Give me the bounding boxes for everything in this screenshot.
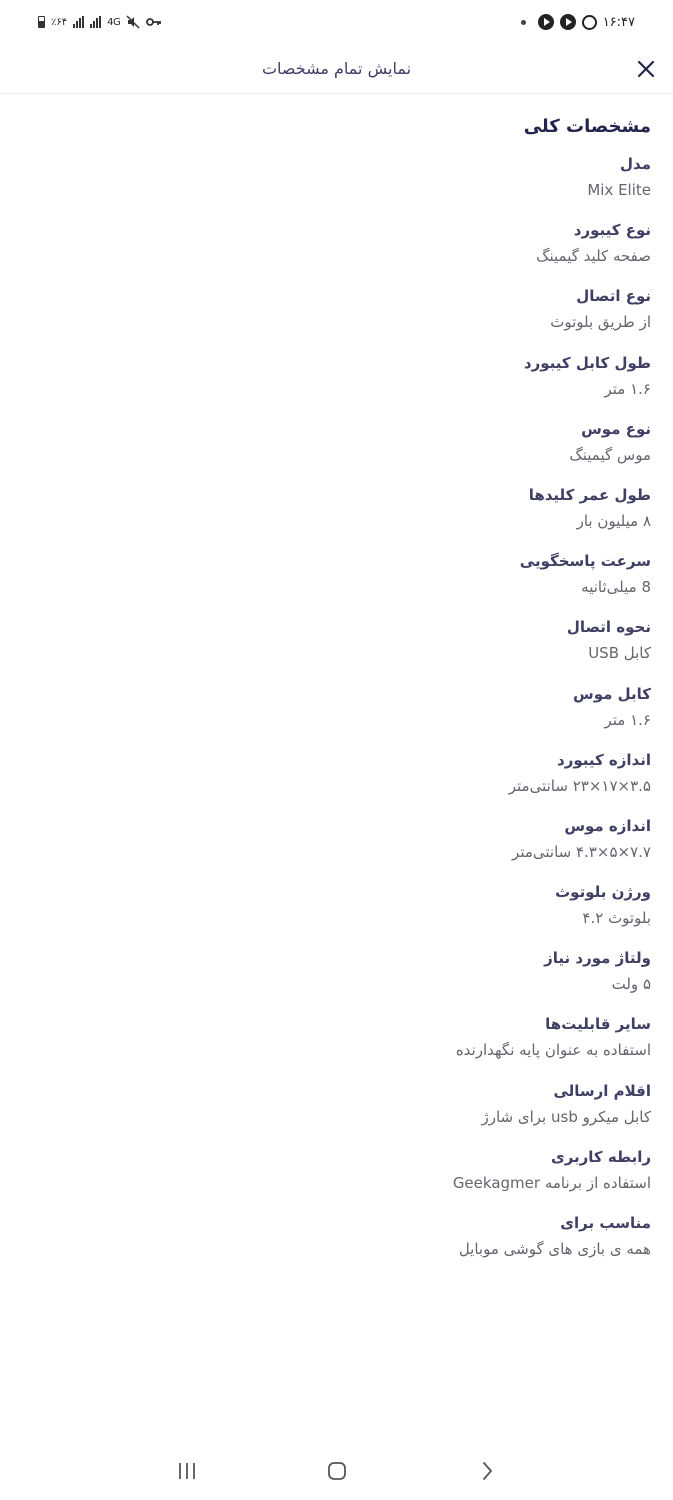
network-type: 4G xyxy=(107,16,121,28)
key-icon xyxy=(146,16,162,28)
spec-item xyxy=(22,945,651,1011)
spec-item xyxy=(22,614,651,680)
spec-label: اندازه کیبورد xyxy=(557,750,651,769)
spec-label: سرعت پاسخگویی xyxy=(519,552,651,571)
spec-value: Mix Elite xyxy=(587,181,651,199)
spec-label: مناسب برای xyxy=(560,1214,651,1232)
spec-item xyxy=(22,879,651,945)
spec-value: استفاده از برنامه Geekagmer xyxy=(452,1173,651,1192)
spec-item xyxy=(22,681,651,747)
sync-icon xyxy=(582,15,597,30)
section-title: مشخصات کلی xyxy=(523,116,651,137)
spec-value: ۳.۵×۱۷×۲۳ سانتی‌متر xyxy=(508,776,651,795)
header xyxy=(0,44,673,94)
spec-label: رابطه کاربری xyxy=(550,1147,651,1166)
spec-label: ورژن بلوتوث xyxy=(555,883,651,902)
spec-label: نوع کیبورد xyxy=(573,221,651,240)
spec-label: نوع موس xyxy=(581,419,651,438)
specs-content xyxy=(0,94,673,1276)
spec-item xyxy=(22,747,651,813)
page-title: نمایش تمام مشخصات xyxy=(261,59,412,78)
spec-label: اندازه موس xyxy=(564,816,651,835)
close-icon xyxy=(637,60,655,78)
spec-item xyxy=(22,1144,651,1210)
battery-level: ٪۶۴ xyxy=(51,16,68,28)
spec-value: 8 میلی‌ثانیه xyxy=(581,578,651,597)
spec-label: سایر قابلیت‌ها xyxy=(545,1015,651,1034)
spec-item xyxy=(22,548,651,614)
spec-label: مدل xyxy=(620,155,651,173)
spec-value: از طریق بلوتوث xyxy=(550,313,651,332)
close-button[interactable] xyxy=(633,56,659,82)
spec-item xyxy=(22,813,651,879)
home-icon xyxy=(327,1461,347,1481)
spec-value: کابل میکرو usb برای شارژ xyxy=(481,1107,651,1126)
battery-icon xyxy=(38,16,45,28)
status-left xyxy=(38,15,162,29)
mute-icon xyxy=(126,15,140,29)
status-right xyxy=(521,14,635,30)
spec-item xyxy=(22,350,651,416)
spec-label: نوع اتصال xyxy=(576,287,651,306)
spec-value: ۱.۶ متر xyxy=(604,710,651,729)
spec-label: طول کابل کیبورد xyxy=(523,353,651,372)
spec-item xyxy=(22,1210,651,1276)
play-icon xyxy=(538,14,554,30)
spec-value: بلوتوث ۴.۲ xyxy=(582,909,651,928)
home-button[interactable] xyxy=(262,1451,412,1491)
spec-list xyxy=(22,151,651,1276)
spec-value: موس گیمینگ xyxy=(569,445,651,464)
spec-label: طول عمر کلیدها xyxy=(528,485,651,504)
spec-item xyxy=(22,283,651,349)
recents-icon xyxy=(177,1462,197,1480)
play-icon-2 xyxy=(560,14,576,30)
spec-item xyxy=(22,1011,651,1077)
spec-value: کابل USB xyxy=(588,644,651,663)
spec-item xyxy=(22,217,651,283)
spec-value: استفاده به عنوان پایه نگهدارنده xyxy=(455,1041,651,1060)
back-button[interactable] xyxy=(412,1451,562,1491)
status-bar xyxy=(0,0,673,44)
spec-value: ۸ میلیون بار xyxy=(576,511,651,530)
spec-item xyxy=(22,1078,651,1144)
spec-value: ۱.۶ متر xyxy=(604,379,651,398)
spec-label: ولتاژ مورد نیاز xyxy=(544,949,651,968)
notification-dot-icon xyxy=(521,20,526,25)
spec-value: همه ی بازی های گوشی موبایل xyxy=(458,1240,651,1258)
spec-label: کابل موس xyxy=(573,684,651,703)
back-icon xyxy=(480,1461,494,1481)
recents-button[interactable] xyxy=(112,1451,262,1491)
clock: ۱۶:۴۷ xyxy=(602,14,635,30)
spec-value: ۵ ولت xyxy=(611,975,651,994)
spec-item xyxy=(22,151,651,217)
navigation-bar xyxy=(0,1442,673,1500)
spec-value: ۷.۷×۵×۴.۳ سانتی‌متر xyxy=(512,842,651,861)
spec-item xyxy=(22,416,651,482)
spec-item xyxy=(22,482,651,548)
spec-value: صفحه کلید گیمینگ xyxy=(536,247,651,266)
signal-icon xyxy=(73,16,84,28)
signal-icon-2 xyxy=(90,16,101,28)
spec-label: نحوه اتصال xyxy=(566,618,651,637)
spec-label: اقلام ارسالی xyxy=(553,1081,651,1100)
